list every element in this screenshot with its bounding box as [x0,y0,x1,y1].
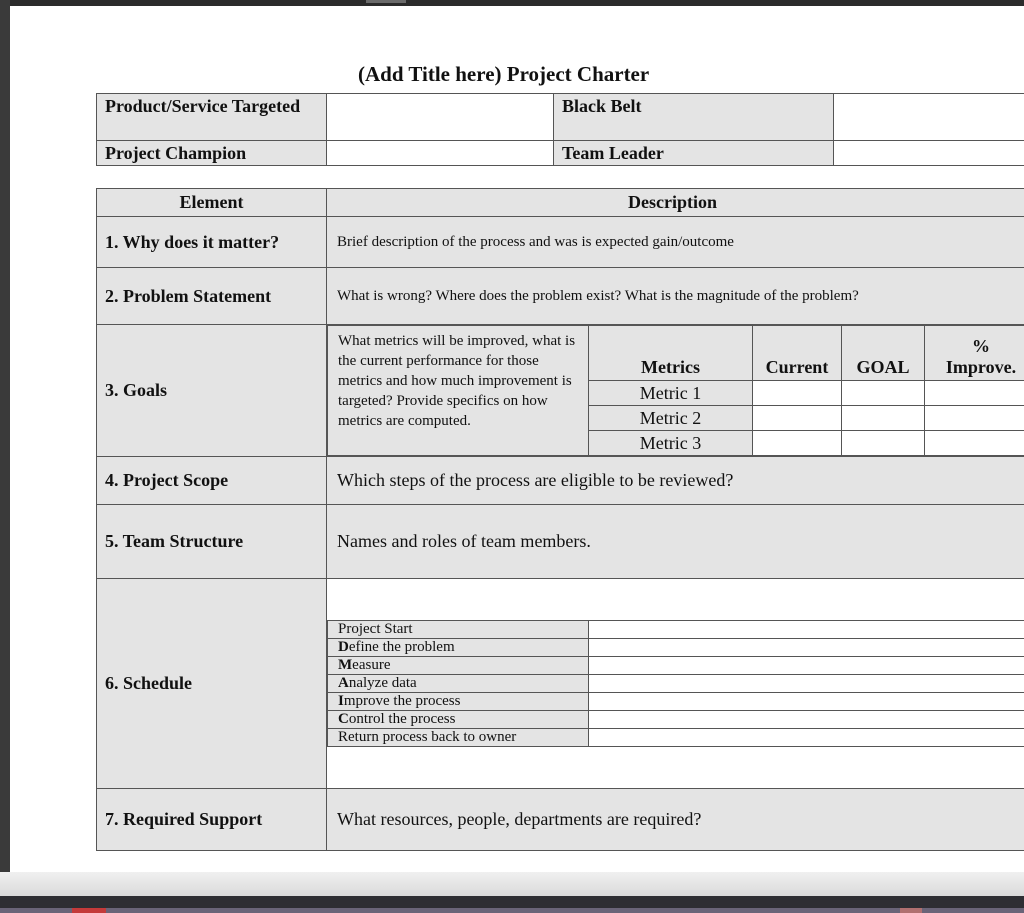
row-goals-element: 3. Goals [97,325,327,457]
metric-2-label: Metric 2 [589,406,753,431]
improve-header-pct: % [972,336,990,356]
schedule-step-6-label: Control the process [328,711,589,729]
black-belt-label: Black Belt [554,94,834,141]
viewer-bottom-bar [0,896,1024,913]
schedule-step-2-date[interactable] [589,639,1024,657]
team-leader-field[interactable] [834,141,1024,166]
row-scope-description[interactable]: Which steps of the process are eligible to be reviewed? [327,457,1024,505]
page-bottom-shadow [0,872,1024,898]
row-goals-cell [327,325,1024,457]
charter-table [96,188,1024,851]
row-schedule-element: 6. Schedule [97,579,327,789]
schedule-step-7-label: Return process back to owner [328,729,589,747]
row-team-description[interactable]: Names and roles of team members. [327,505,1024,579]
schedule-step-6-date[interactable] [589,711,1024,729]
bottom-bar-left-marker [72,908,106,913]
product-service-label: Product/Service Targeted [97,94,327,141]
metrics-header: Metrics [589,326,753,381]
schedule-step-1-label: Project Start [328,621,589,639]
black-belt-field[interactable] [834,94,1024,141]
metric-1-label: Metric 1 [589,381,753,406]
schedule-table [327,620,1024,747]
metric-3-label: Metric 3 [589,431,753,456]
metric-2-improve[interactable] [925,406,1024,431]
bottom-bar-right-marker [900,908,922,913]
schedule-step-2-label: Define the problem [328,639,589,657]
row-why-description[interactable]: Brief description of the process and was is expected gain/outcome [327,217,1024,268]
metric-1-goal[interactable] [842,381,925,406]
metric-2-goal[interactable] [842,406,925,431]
current-header: Current [753,326,842,381]
row-team-element: 5. Team Structure [97,505,327,579]
row-support-description[interactable]: What resources, people, departments are required? [327,789,1024,851]
viewer-left-edge [0,0,10,913]
document-title: (Add Title here) Project Charter [358,62,650,86]
row-scope-element: 4. Project Scope [97,457,327,505]
bottom-bar-band [0,908,1024,913]
window-tab-indicator [366,0,406,3]
metric-3-current[interactable] [753,431,842,456]
metric-3-goal[interactable] [842,431,925,456]
improve-header-word: Improve. [945,357,1017,377]
schedule-step-4-date[interactable] [589,675,1024,693]
team-leader-label: Team Leader [554,141,834,166]
schedule-step-1-date[interactable] [589,621,1024,639]
schedule-step-4-label: Analyze data [328,675,589,693]
goals-metrics-table [327,325,1024,456]
product-service-field[interactable] [327,94,554,141]
header-element: Element [97,189,327,217]
improve-header [925,326,1024,381]
metric-1-improve[interactable] [925,381,1024,406]
schedule-step-3-date[interactable] [589,657,1024,675]
project-champion-field[interactable] [327,141,554,166]
goal-header: GOAL [842,326,925,381]
schedule-step-3-label: Measure [328,657,589,675]
project-champion-label: Project Champion [97,141,327,166]
row-why-element: 1. Why does it matter? [97,217,327,268]
row-problem-element: 2. Problem Statement [97,268,327,325]
header-description: Description [327,189,1024,217]
metric-1-current[interactable] [753,381,842,406]
goals-description[interactable]: What metrics will be improved, what is the current performance for those metrics and how much improvement is targeted? Provide specifics on how metrics are computed. [328,326,589,456]
schedule-step-7-date[interactable] [589,729,1024,747]
row-problem-description[interactable]: What is wrong? Where does the problem exist? What is the magnitude of the problem? [327,268,1024,325]
metric-2-current[interactable] [753,406,842,431]
schedule-step-5-date[interactable] [589,693,1024,711]
window-top-strip [0,0,1024,6]
project-info-table [96,93,1024,166]
row-support-element: 7. Required Support [97,789,327,851]
row-schedule-cell [327,579,1024,789]
schedule-step-5-label: Improve the process [328,693,589,711]
metric-3-improve[interactable] [925,431,1024,456]
